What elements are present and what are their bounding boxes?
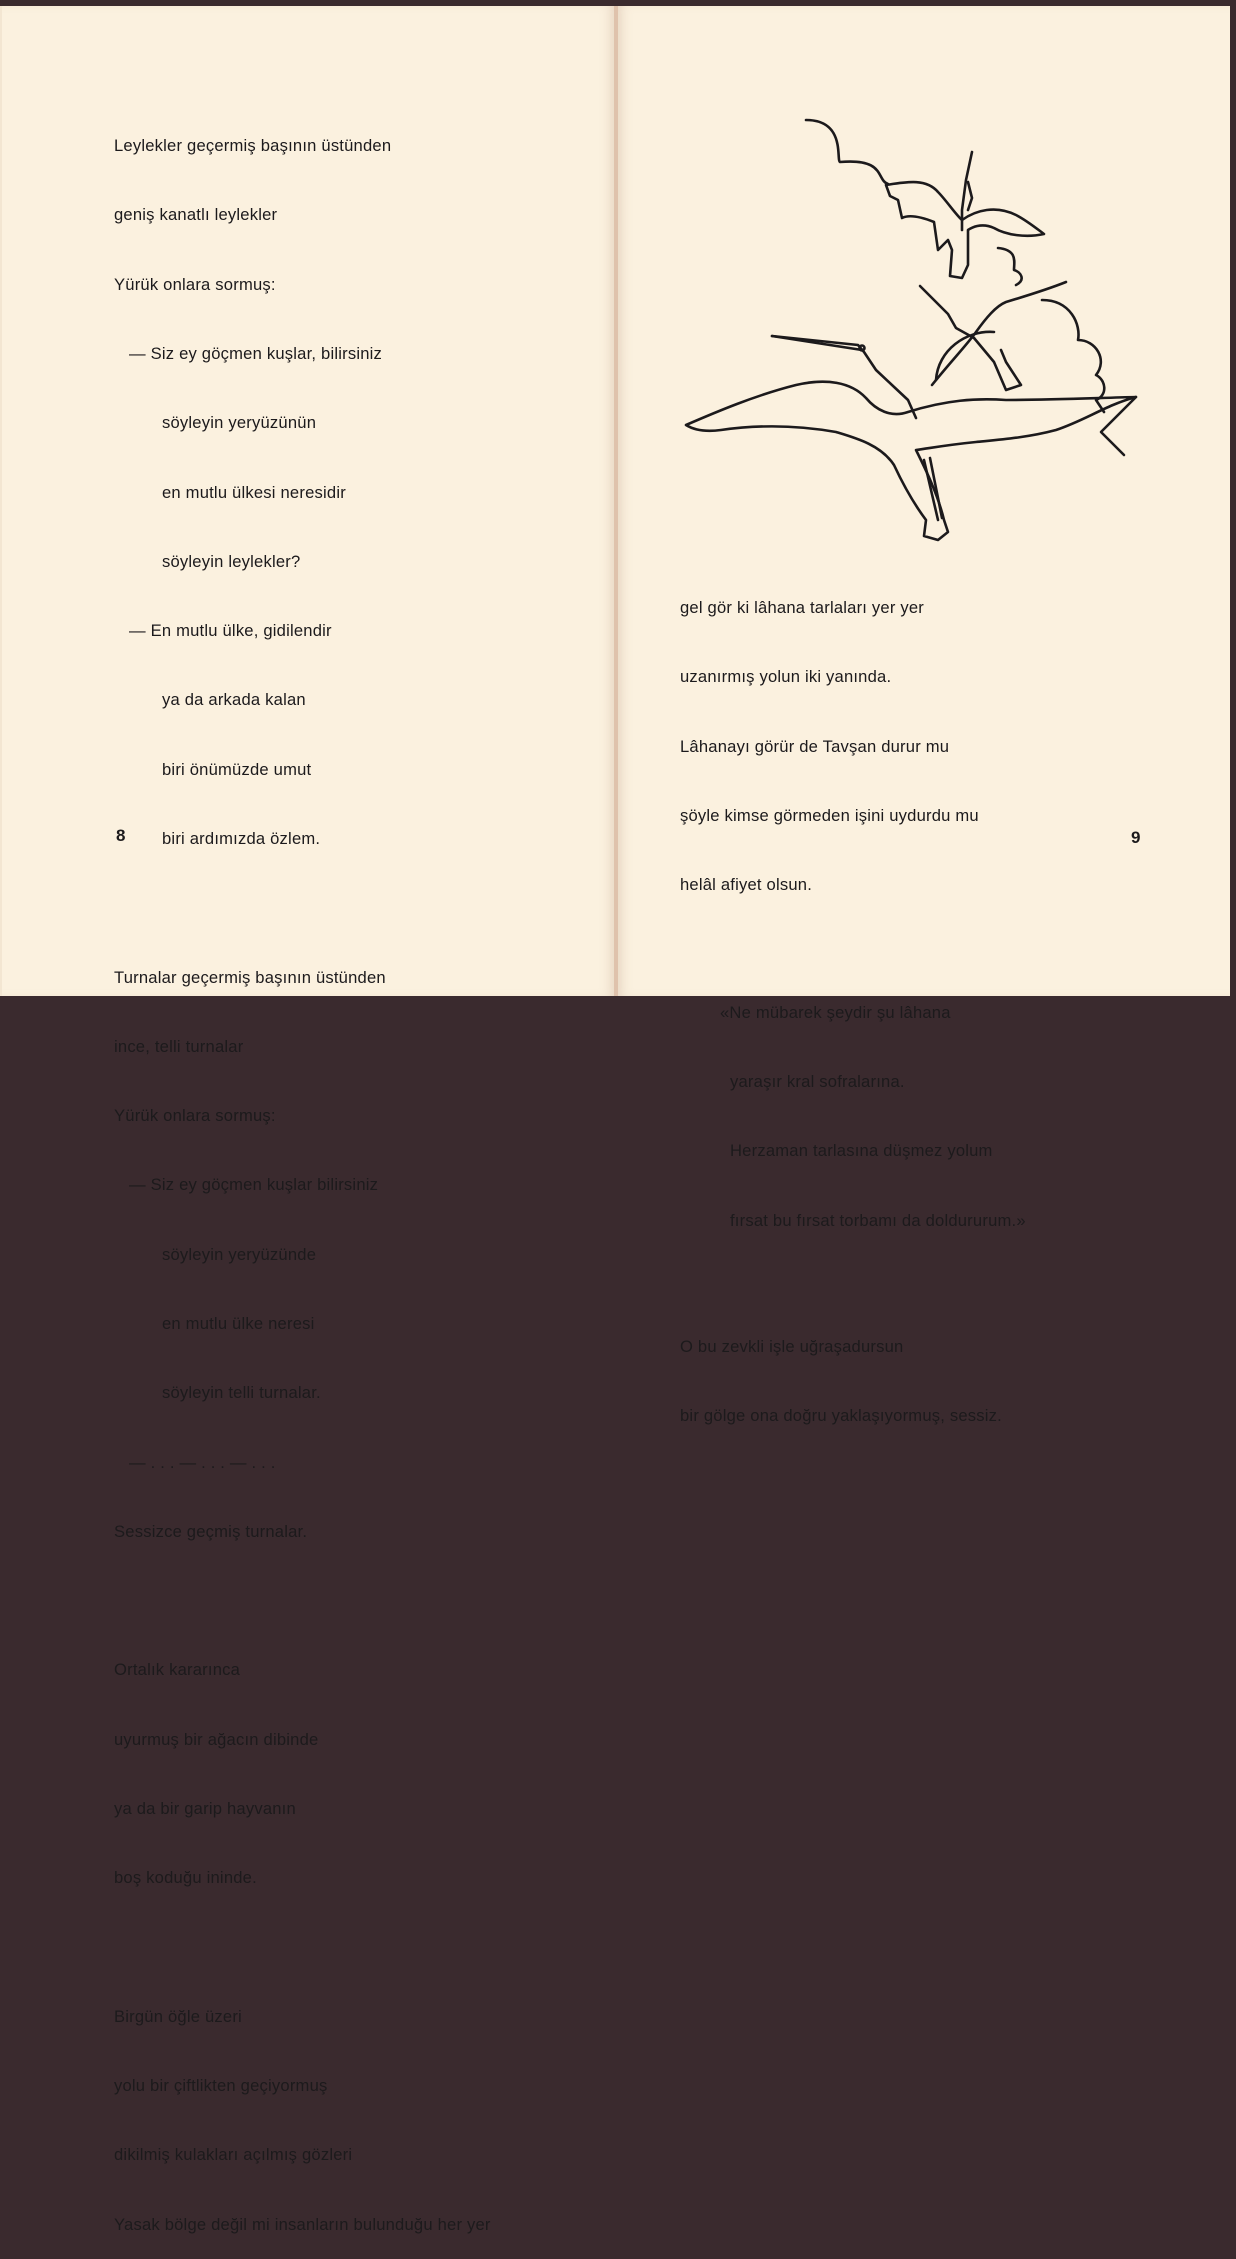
poem-line: Yürük onlara sormuş: <box>114 1106 276 1126</box>
poem-line: Sessizce geçmiş turnalar. <box>114 1521 308 1541</box>
poem-line: söyleyin telli turnalar. <box>162 1383 321 1403</box>
poem-line: şöyle kimse görmeden işini uydurdu mu <box>680 806 979 826</box>
poem-line: en mutlu ülkesi neresidir <box>162 482 346 502</box>
poem-line: biri ardımızda özlem. <box>162 829 321 848</box>
poem-line: ince, telli turnalar <box>114 1036 244 1056</box>
poem-line: söyleyin leylekler? <box>162 551 301 571</box>
poem-line: — Siz ey göçmen kuşlar, bilirsiniz <box>129 344 383 364</box>
poem-line: ya da bir garip hayvanın <box>114 1798 296 1818</box>
poem-line: söyleyin yeryüzünde <box>162 1244 317 1264</box>
poem-line: ya da arkada kalan <box>162 690 306 710</box>
poem-line: — En mutlu ülke, gidilendir <box>129 621 332 641</box>
poem-line: — Siz ey göçmen kuşlar bilirsiniz <box>129 1175 379 1195</box>
poem-line: dikilmiş kulakları açılmış gözleri <box>114 2145 353 2165</box>
left-page-text <box>114 88 491 2259</box>
poem-line: Leylekler geçermiş başının üstünden <box>114 136 392 156</box>
quote-line: fırsat bu fırsat torbamı da doldururum.» <box>730 1210 1026 1230</box>
poem-line: O bu zevkli işle uğraşadursun <box>680 1337 904 1357</box>
poem-line: en mutlu ülke neresi <box>162 1313 315 1333</box>
poem-line: Lâhanayı görür de Tavşan durur mu <box>680 736 950 756</box>
poem-line: geniş kanatlı leylekler <box>114 205 278 225</box>
poem-line: Ortalık kararınca <box>114 1660 241 1680</box>
page-number-right: 9 <box>1131 828 1141 847</box>
right-page-text <box>680 550 1026 1451</box>
cranes-illustration <box>676 100 1146 550</box>
poem-line: uyurmuş bir ağacın dibinde <box>114 1729 319 1749</box>
poem-line: uzanırmış yolun iki yanında. <box>680 667 892 687</box>
poem-line: biri önümüzde umut <box>162 759 312 779</box>
poem-line: — . . . — . . . — . . . <box>129 1452 276 1472</box>
poem-line: yolu bir çiftlikten geçiyormuş <box>114 2076 328 2096</box>
poem-line: gel gör ki lâhana tarlaları yer yer <box>680 598 925 618</box>
poem-line: Yürük onlara sormuş: <box>114 274 276 294</box>
quote-line: Herzaman tarlasına düşmez yolum <box>730 1141 993 1161</box>
cloud-outline <box>806 120 1104 412</box>
poem-line: Yasak bölge değil mi insanların bulunduğu her yer <box>114 2214 491 2234</box>
poem-line: helâl afiyet olsun. <box>680 875 813 895</box>
poem-line: Turnalar geçermiş başının üstünden <box>114 967 386 987</box>
quote-line: yaraşır kral sofralarına. <box>730 1072 905 1092</box>
crane-top <box>886 152 1044 278</box>
crane-bottom <box>686 336 1136 540</box>
poem-line: bir gölge ona doğru yaklaşıyormuş, sessiz. <box>680 1406 1002 1426</box>
poem-line: Birgün öğle üzeri <box>114 2006 242 2026</box>
quote-line: «Ne mübarek şeydir şu lâhana <box>720 1002 951 1022</box>
poem-line: söyleyin yeryüzünün <box>162 413 317 433</box>
crane-middle <box>920 282 1066 390</box>
poem-line: boş koduğu ininde. <box>114 1868 257 1888</box>
page-number-left: 8 <box>116 826 126 845</box>
